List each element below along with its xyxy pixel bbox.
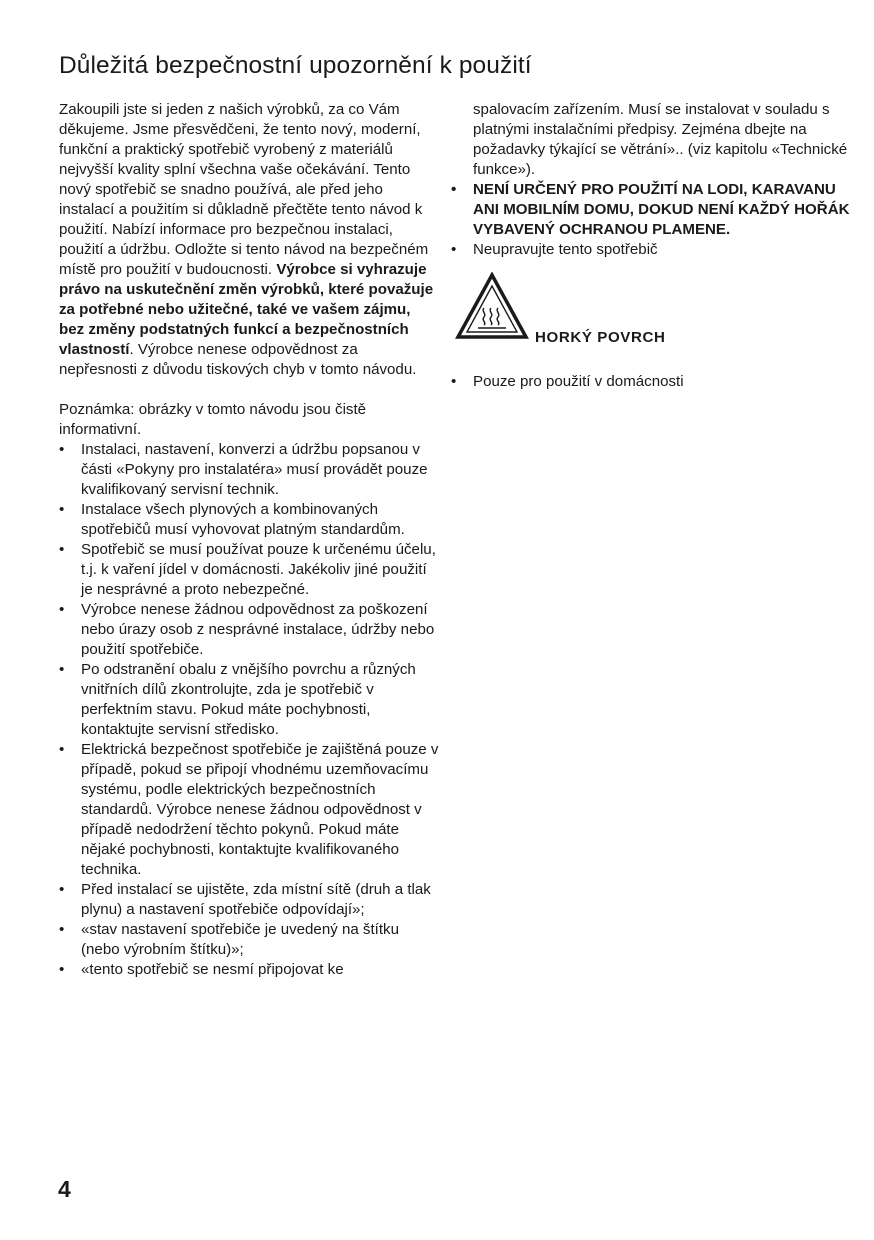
intro-bold-text: Výrobce si vyhrazuje právo na uskutečnění změn výrobků, které považuje za potřebné nebo užitečné, také ve vašem zájmu, bez změny podstatných funkcí a bezpečnostních vlastností — [59, 261, 434, 358]
left-column — [59, 100, 439, 980]
list-item: • «tento spotřebič se nesmí připojovat ke — [59, 960, 439, 980]
boat-caravan-warning: • NENÍ URČENÝ PRO POUŽITÍ NA LODI, KARAVANU ANI MOBILNÍM DOMU, DOKUD NENÍ KAŽDÝ HOŘÁK VYBAVENÝ OCHRANOU PLAMENE. — [451, 180, 851, 240]
continued-list-item: spalovacím zařízením. Musí se instalovat v souladu s platnými instalačními předpisy. Zejména dbejte na požadavky týkající se větrání».. (viz kapitolu «Technické funkce»). — [473, 101, 848, 178]
list-item: • Po odstranění obalu z vnějšího povrchu a různých vnitřních dílů zkontrolujte, zda je spotřebič v perfektním stavu. Pokud máte pochybnosti, kontaktujte servisní středisko. — [59, 660, 439, 740]
list-item: • «stav nastavení spotřebiče je uvedený na štítku (nebo výrobním štítku)»; — [59, 920, 439, 960]
intro-text-end: . Výrobce nenese odpovědnost za nepřesnosti z důvodu tiskových chyb v tomto návodu. — [59, 341, 417, 378]
page-title: Důležitá bezpečnostní upozornění k použití — [59, 52, 532, 79]
hot-surface-warning — [451, 272, 851, 372]
list-item: • Před instalací se ujistěte, zda místní sítě (druh a tlak plynu) a nastavení spotřebiče odpovídají»; — [59, 880, 439, 920]
list-item: • Instalaci, nastavení, konverzi a údržbu popsanou v části «Pokyny pro instalatéra» musí provádět pouze kvalifikovaný servisní technik. — [59, 440, 439, 500]
safety-list — [59, 440, 439, 980]
list-item: • Pouze pro použití v domácnosti — [451, 372, 851, 392]
list-item: • Elektrická bezpečnost spotřebiče je zajištěná pouze v případě, pokud se připojí vhodnému uzemňovacímu systému, podle elektrických bezpečnostních standardů. Výrobce nenese žádnou odpovědnost v případě nedodržení těchto pokynů. Pokud máte nějaké pochybnosti, kontaktujte kvalifikovaného technika. — [59, 740, 439, 880]
hot-surface-icon — [455, 272, 529, 340]
safety-list-continued — [451, 180, 851, 260]
list-item: • Instalace všech plynových a kombinovaných spotřebičů musí vyhovovat platným standardům. — [59, 500, 439, 540]
intro-text: Zakoupili jste si jeden z našich výrobků, za co Vám děkujeme. Jsme přesvědčeni, že tento nový, moderní, funkční a praktický spotřebič vyrobený z materiálů nejvyšší kvality splní všechna vaše očekávání. Tento nový spotřebič se snadno používá, ale před jeho instalací a použitím si důkladně přečtěte tento návod k použití. Nabízí informace pro bezpečnou instalaci, použití a údržbu. Odložte si tento návod na bezpečném místě pro použití v budoucnosti. — [59, 101, 429, 278]
right-column — [451, 100, 851, 392]
hot-surface-label: HORKÝ POVRCH — [535, 329, 666, 346]
list-item: • Neupravujte tento spotřebič — [451, 240, 851, 260]
page-number: 4 — [58, 1176, 71, 1202]
home-use-list — [451, 372, 851, 392]
note-paragraph: Poznámka: obrázky v tomto návodu jsou čistě informativní. — [59, 401, 367, 438]
list-item: • Spotřebič se musí používat pouze k určenému účelu, t.j. k vaření jídel v domácnosti. Jakékoliv jiné použití je nesprávné a proto nebezpečné. — [59, 540, 439, 600]
intro-paragraph — [59, 100, 439, 380]
list-item: • Výrobce nenese žádnou odpovědnost za poškození nebo úrazy osob z nesprávné instalace, údržby nebo použití spotřebiče. — [59, 600, 439, 660]
